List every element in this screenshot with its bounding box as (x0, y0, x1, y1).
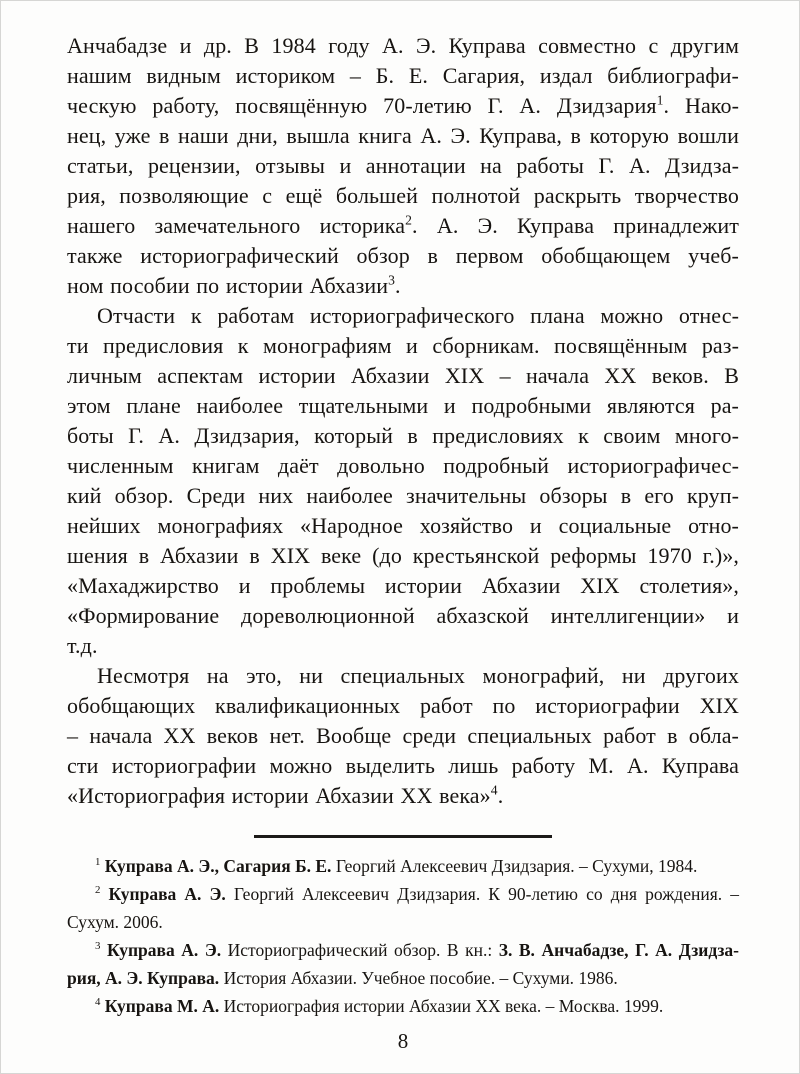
text-run: численным книгам даёт довольно подробный историографичес- (67, 453, 739, 478)
text-run: т.д. (67, 633, 98, 658)
text-run: «Махаджирство и проблемы истории Абхазии XIX столетия», (67, 573, 739, 598)
text-line (67, 481, 739, 511)
text-line (67, 601, 739, 631)
text-run: . Нако- (663, 93, 739, 118)
text-line (67, 421, 739, 451)
text-line (67, 181, 739, 211)
footnote-reference-superscript: 3 (388, 272, 396, 288)
text-run: Историографический обзор. В кн.: (221, 940, 499, 960)
footnote (67, 852, 739, 880)
text-line (67, 992, 739, 1020)
text-run: – начала XX веков нет. Вообще среди специальных работ в обла- (67, 723, 739, 748)
text-line (67, 908, 739, 936)
text-run: этом плане наиболее тщательными и подробными являются ра- (67, 393, 739, 418)
footnote-separator (254, 835, 552, 838)
text-run: Георгий Алексеевич Дзидзария. – Сухуми, 1984. (331, 856, 698, 876)
footnote-reference-superscript: 2 (405, 212, 413, 228)
text-line (67, 541, 739, 571)
text-run: шения в Абхазии в XIX веке (до крестьянской реформы 1970 г.)», (67, 543, 739, 568)
text-line (67, 241, 739, 271)
text-line (67, 211, 739, 241)
text-run: История Абхазии. Учебное пособие. – Сухуми. 1986. (219, 968, 618, 988)
footnote (67, 992, 739, 1020)
text-run: нец, уже в наши дни, вышла книга А. Э. Куправа, в которую вошли (67, 123, 739, 148)
paragraph (67, 661, 739, 811)
text-run: «Формирование дореволюционной абхазской интеллигенции» и (67, 603, 739, 628)
footnote-reference-superscript: 3 (95, 940, 101, 953)
footnote (67, 880, 739, 936)
text-run: также историографический обзор в первом обобщающем учеб- (67, 243, 739, 268)
text-line (67, 571, 739, 601)
text-line (67, 61, 739, 91)
text-run: . (497, 783, 504, 808)
text-run (100, 884, 108, 904)
text-line (67, 936, 739, 964)
text-run: «Историография истории Абхазии XX века» (67, 783, 491, 808)
bold-author-name: Куправа А. Э., Сагария Б. Е. (104, 856, 332, 876)
text-run: нашего замечательного историка (67, 213, 406, 238)
text-line (67, 781, 739, 811)
text-run: Несмотря на это, ни специальных монографий, ни другоих (97, 663, 739, 688)
bold-author-name: рия, А. Э. Куправа. (67, 968, 220, 988)
footnote (67, 936, 739, 992)
text-line (67, 852, 739, 880)
text-line (67, 91, 739, 121)
text-line (67, 331, 739, 361)
bold-author-name: З. В. Анчабадзе, Г. А. Дзидза- (498, 940, 739, 960)
text-run: сти историографии можно выделить лишь работу М. А. Куправа (67, 753, 739, 778)
text-line (67, 691, 739, 721)
text-run: ном пособии по истории Абхазии (67, 273, 389, 298)
text-run: ческую работу, посвящённую 70-летию Г. А. Дзидзария (67, 93, 657, 118)
text-line (67, 964, 739, 992)
text-line (67, 661, 739, 691)
text-line (67, 361, 739, 391)
footnote-reference-superscript: 1 (95, 856, 101, 869)
paragraph (67, 301, 739, 661)
text-line (67, 31, 739, 61)
paragraph (67, 31, 739, 301)
text-run: . (395, 273, 401, 298)
text-line (67, 511, 739, 541)
text-run: рия, позволяющие с ещё большей полнотой раскрыть творчество (67, 183, 739, 208)
text-line (67, 721, 739, 751)
page-number: 8 (397, 1029, 409, 1053)
text-run: Анчабадзе и др. В 1984 году А. Э. Куправа совместно с другим (67, 33, 739, 58)
text-run: нашим видным историком – Б. Е. Сагария, издал библиографи- (67, 63, 739, 88)
body-text (67, 31, 739, 811)
text-run: боты Г. А. Дзидзария, который в предисловиях к своим много- (67, 423, 739, 448)
text-line (67, 121, 739, 151)
text-line (67, 151, 739, 181)
bold-author-name: Куправа М. А. (104, 996, 220, 1016)
footnote-reference-superscript: 4 (95, 996, 101, 1009)
bold-author-name: Куправа А. Э. (106, 940, 222, 960)
text-line (67, 451, 739, 481)
footnote-reference-superscript: 2 (95, 884, 101, 897)
text-run: статьи, рецензии, отзывы и аннотации на работы Г. А. Дзидза- (67, 153, 739, 178)
footnote-block (67, 852, 739, 1020)
text-block (67, 31, 739, 1054)
text-line (67, 751, 739, 781)
text-line (67, 301, 739, 331)
footnote-reference-superscript: 1 (656, 92, 664, 108)
text-run: Георгий Алексеевич Дзидзария. К 90-летию со дня рождения. – (225, 884, 739, 904)
text-line (67, 391, 739, 421)
text-line (67, 880, 739, 908)
footnote-reference-superscript: 4 (490, 782, 498, 798)
text-run: личным аспектам истории Абхазии XIX – начала XX веков. В (67, 363, 739, 388)
text-run: . А. Э. Куправа принадлежит (412, 213, 739, 238)
text-run: обобщающих квалификационных работ по историографии XIX (67, 693, 739, 718)
text-run: нейших монографиях «Народное хозяйство и социальные отно- (67, 513, 739, 538)
text-run: ти предисловия к монографиям и сборникам. посвящённым раз- (67, 333, 739, 358)
bold-author-name: Куправа А. Э. (108, 884, 226, 904)
text-run: Сухум. 2006. (67, 912, 163, 932)
text-line (67, 631, 739, 661)
text-run: Отчасти к работам историографического плана можно отнес- (97, 303, 739, 328)
text-run: кий обзор. Среди них наиболее значительны обзоры в его круп- (67, 483, 739, 508)
text-line (67, 271, 739, 301)
text-run: Историография истории Абхазии XX века. – Москва. 1999. (219, 996, 664, 1016)
